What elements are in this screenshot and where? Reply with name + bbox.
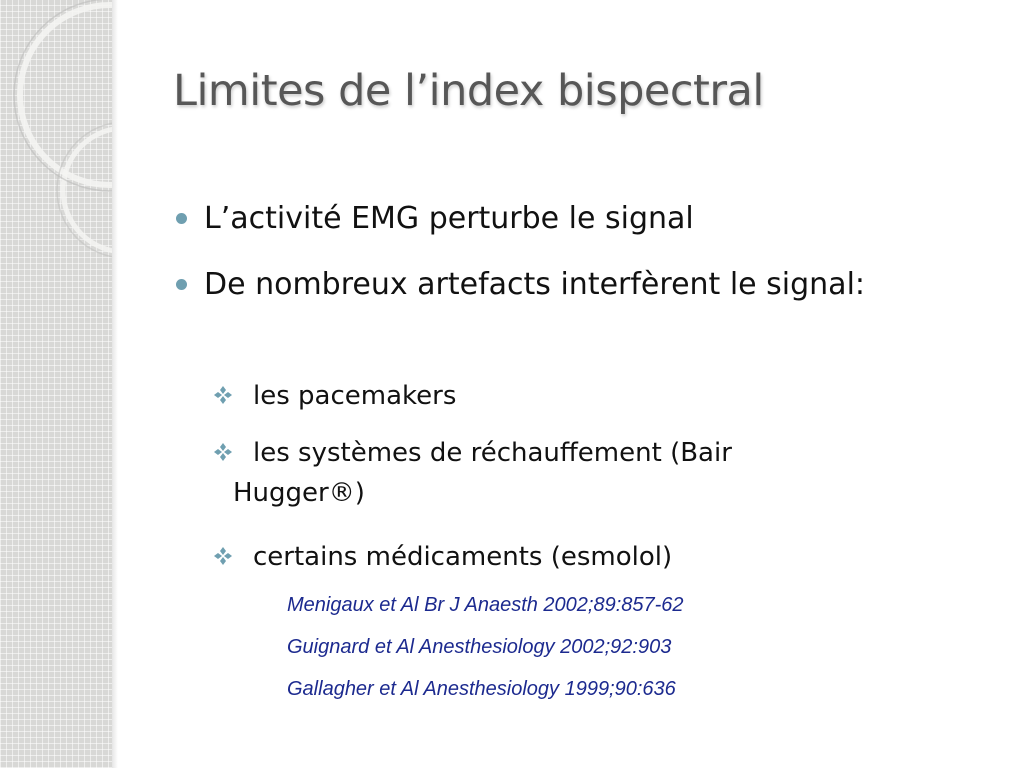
sub-bullet-text: certains médicaments (esmolol) [253,542,673,572]
diamond-cluster-icon [213,385,233,405]
sub-bullet-text: les pacemakers [253,381,457,411]
reference-citation: Guignard et Al Anesthesiology 2002;92:903 [287,636,672,658]
sub-bullet-item [233,376,873,416]
bullet-item [204,196,904,242]
bullet-dot-icon [176,213,187,224]
bullet-dot-icon [176,279,187,290]
sub-bullet-text: les systèmes de réchauffement (Bair [253,438,732,468]
sub-bullet-item [233,433,873,513]
sub-bullet-text-continued: Hugger®) [233,478,365,508]
bullet-text: L’activité EMG perturbe le signal [204,201,694,236]
diamond-cluster-icon [213,546,233,566]
bullet-item [204,262,904,308]
diamond-cluster-icon [213,442,233,462]
slide-title: Limites de l’index bispectral [173,66,764,116]
reference-citation: Menigaux et Al Br J Anaesth 2002;89:857-62 [287,594,684,616]
bullet-text: De nombreux artefacts interfèrent le signal: [204,267,866,302]
sub-bullet-item [233,537,873,577]
reference-citation: Gallagher et Al Anesthesiology 1999;90:636 [287,678,676,700]
